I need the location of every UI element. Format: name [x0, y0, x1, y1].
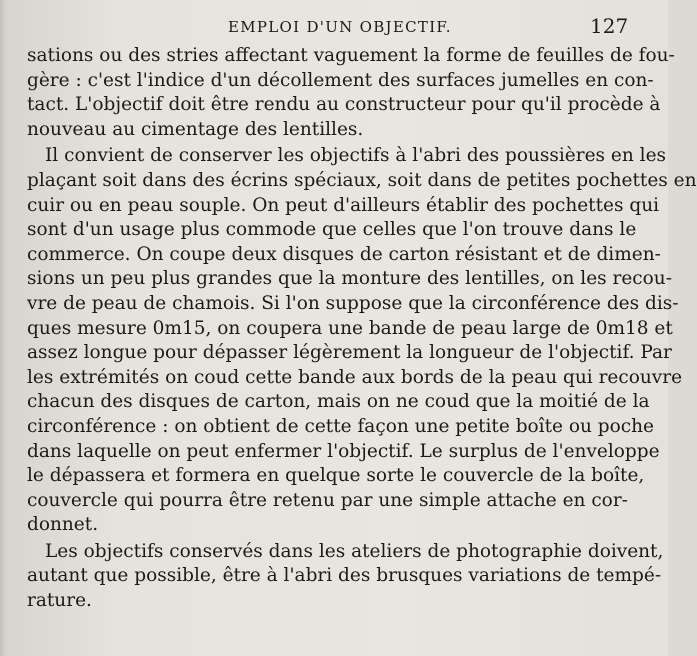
text-line: vre de peau de chamois. Si l'on suppose que la circonférence des dis- — [27, 292, 679, 314]
text-line: plaçant soit dans des écrins spéciaux, soit dans de petites pochettes en — [27, 169, 697, 191]
running-title: EMPLOI D'UN OBJECTIF. — [228, 18, 452, 36]
text-line: circonférence : on obtient de cette façon une petite boîte ou poche — [27, 415, 654, 437]
text-line: assez longue pour dépasser légèrement la longueur de l'objectif. Par — [27, 342, 672, 364]
text-line: sations ou des stries affectant vaguement la forme de feuilles de fou- — [27, 45, 675, 66]
text-line: les extrémités on coud cette bande aux bords de la peau qui recouvre — [27, 366, 683, 388]
page-gutter-shadow — [0, 0, 6, 656]
text-line: autant que possible, être à l'abri des brusques variations de tempé- — [27, 565, 662, 587]
text-line: rature. — [27, 590, 92, 612]
text-line: gère : c'est l'indice d'un décollement des surfaces jumelles en con- — [27, 69, 654, 91]
text-line: Il convient de conserver les objectifs à l'abri des poussières en les — [45, 145, 667, 167]
paragraph — [27, 540, 664, 614]
paragraph — [27, 44, 675, 142]
page-number: 127 — [590, 14, 629, 38]
text-line: sont d'un usage plus commode que celles que l'on trouve dans le — [27, 219, 637, 241]
text-line: couvercle qui pourra être retenu par une simple attache en cor- — [27, 489, 628, 511]
text-line: cuir ou en peau souple. On peut d'ailleurs établir des pochettes qui — [27, 194, 660, 216]
text-line: donnet. — [27, 514, 99, 536]
text-line: tact. L'objectif doit être rendu au constructeur pour qu'il procède à — [27, 94, 661, 116]
text-line: commerce. On coupe deux disques de carton résistant et de dimen- — [27, 243, 661, 265]
text-line: ques mesure 0m15, on coupera une bande de peau large de 0m18 et — [27, 317, 673, 339]
text-line: chacun des disques de carton, mais on ne coud que la moitié de la — [27, 391, 650, 413]
text-line: sions un peu plus grandes que la monture des lentilles, on les recou- — [27, 268, 672, 290]
text-line: Les objectifs conservés dans les ateliers de photographie doivent, — [45, 540, 664, 562]
body-text — [27, 44, 697, 616]
text-line: nouveau au cimentage des lentilles. — [27, 118, 364, 140]
text-line: le dépassera et formera en quelque sorte le couvercle de la boîte, — [27, 465, 645, 487]
page-header — [0, 12, 668, 40]
paragraph — [27, 144, 697, 538]
text-line: dans laquelle on peut enfermer l'objectif. Le surplus de l'enveloppe — [27, 440, 660, 462]
